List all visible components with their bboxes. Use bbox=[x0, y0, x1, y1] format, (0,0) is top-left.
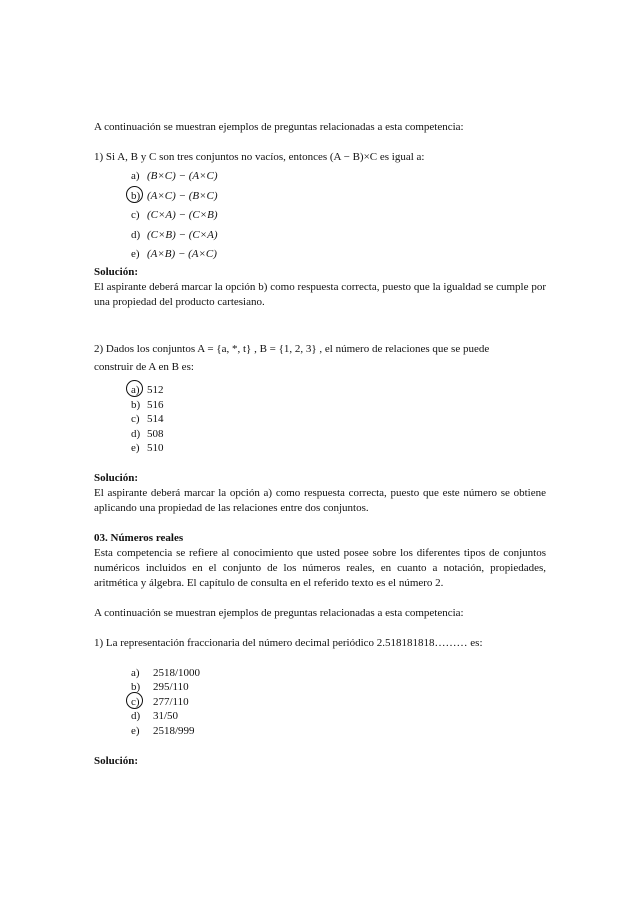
solution-text: El aspirante deberá marcar la opción a) como respuesta correcta, puesto que este número se obtiene aplicando una propiedad de las relaciones entre dos conjuntos. bbox=[94, 487, 546, 514]
solution-heading: Solución: bbox=[94, 754, 139, 767]
question-1: 1) Si A, B y C son tres conjuntos no vacíos, entonces (A − B)×C es igual a: bbox=[94, 151, 425, 163]
option-text: 508 bbox=[147, 427, 164, 440]
q2-options bbox=[94, 384, 546, 457]
question-2: 2) Dados los conjuntos A = {a, *, t} , B = {1, 2, 3} , el número de relaciones que se puede bbox=[94, 342, 490, 355]
option-label: c) bbox=[131, 209, 140, 222]
option-label: e) bbox=[131, 248, 140, 261]
q2-option-b bbox=[131, 398, 546, 413]
option-label-circled: c) bbox=[131, 695, 153, 710]
q1-option-a bbox=[131, 167, 546, 187]
intro-text: A continuación se muestran ejemplos de preguntas relacionadas a esta competencia: bbox=[94, 121, 464, 133]
document-page bbox=[94, 120, 546, 769]
option-text: (C×B) − (C×A) bbox=[147, 228, 218, 241]
q3-options bbox=[94, 666, 546, 739]
option-text: 31/50 bbox=[153, 710, 179, 723]
solution-heading: Solución: bbox=[94, 265, 139, 278]
option-text: (A×B) − (A×C) bbox=[147, 248, 217, 261]
option-text: 277/110 bbox=[153, 695, 189, 708]
option-label-circled: a) bbox=[131, 383, 147, 398]
solution-heading: Solución: bbox=[94, 472, 139, 484]
option-label: b) bbox=[131, 398, 141, 411]
q3-option-c bbox=[131, 695, 546, 710]
option-label: b) bbox=[131, 681, 141, 694]
option-label: e) bbox=[131, 442, 140, 455]
q2-option-e bbox=[131, 442, 546, 457]
option-text: 516 bbox=[147, 398, 164, 411]
q2-option-a bbox=[131, 384, 546, 399]
q1-option-e bbox=[131, 245, 546, 265]
option-label: c) bbox=[131, 413, 140, 426]
q3-option-e bbox=[131, 724, 546, 739]
q3-option-b bbox=[131, 681, 546, 696]
intro-text-2: A continuación se muestran ejemplos de preguntas relacionadas a esta competencia: bbox=[94, 607, 464, 619]
question-3: 1) La representación fraccionaria del número decimal periódico 2.518181818……… es: bbox=[94, 637, 483, 649]
option-label: a) bbox=[131, 666, 140, 679]
option-text: 512 bbox=[147, 384, 164, 397]
option-text: (B×C) − (A×C) bbox=[147, 170, 218, 183]
q1-options bbox=[94, 167, 546, 265]
q2-option-c bbox=[131, 413, 546, 428]
option-text: 295/110 bbox=[153, 681, 189, 694]
option-text: (A×C) − (B×C) bbox=[147, 189, 218, 202]
q1-option-d bbox=[131, 226, 546, 246]
q1-option-b bbox=[131, 187, 546, 207]
option-text: 2518/999 bbox=[153, 724, 195, 737]
option-label: a) bbox=[131, 170, 140, 183]
question-2-cont: construir de A en B es: bbox=[94, 360, 194, 373]
option-label: d) bbox=[131, 427, 141, 440]
option-text: (C×A) − (C×B) bbox=[147, 209, 218, 222]
option-label: d) bbox=[131, 710, 141, 723]
section-text: Esta competencia se refiere al conocimiento que usted posee sobre los diferentes tipos de conjuntos numéricos incluidos en el conjunto de los números reales, en cuanto a notación, propiedades, aritmética y álgebra. El capítulo de consulta en el referido texto es el número 2. bbox=[94, 547, 546, 589]
q1-option-c bbox=[131, 206, 546, 226]
option-text: 514 bbox=[147, 413, 164, 426]
q2-option-d bbox=[131, 427, 546, 442]
option-label-circled: b) bbox=[131, 189, 147, 204]
q3-option-a bbox=[131, 666, 546, 681]
option-text: 2518/1000 bbox=[153, 666, 201, 679]
option-label: e) bbox=[131, 724, 140, 737]
solution-text: El aspirante deberá marcar la opción b) como respuesta correcta, puesto que la igualdad se cumple por una propiedad del producto cartesiano. bbox=[94, 280, 546, 308]
option-text: 510 bbox=[147, 442, 164, 455]
option-label: d) bbox=[131, 228, 141, 241]
section-title: 03. Números reales bbox=[94, 532, 184, 544]
q3-option-d bbox=[131, 710, 546, 725]
